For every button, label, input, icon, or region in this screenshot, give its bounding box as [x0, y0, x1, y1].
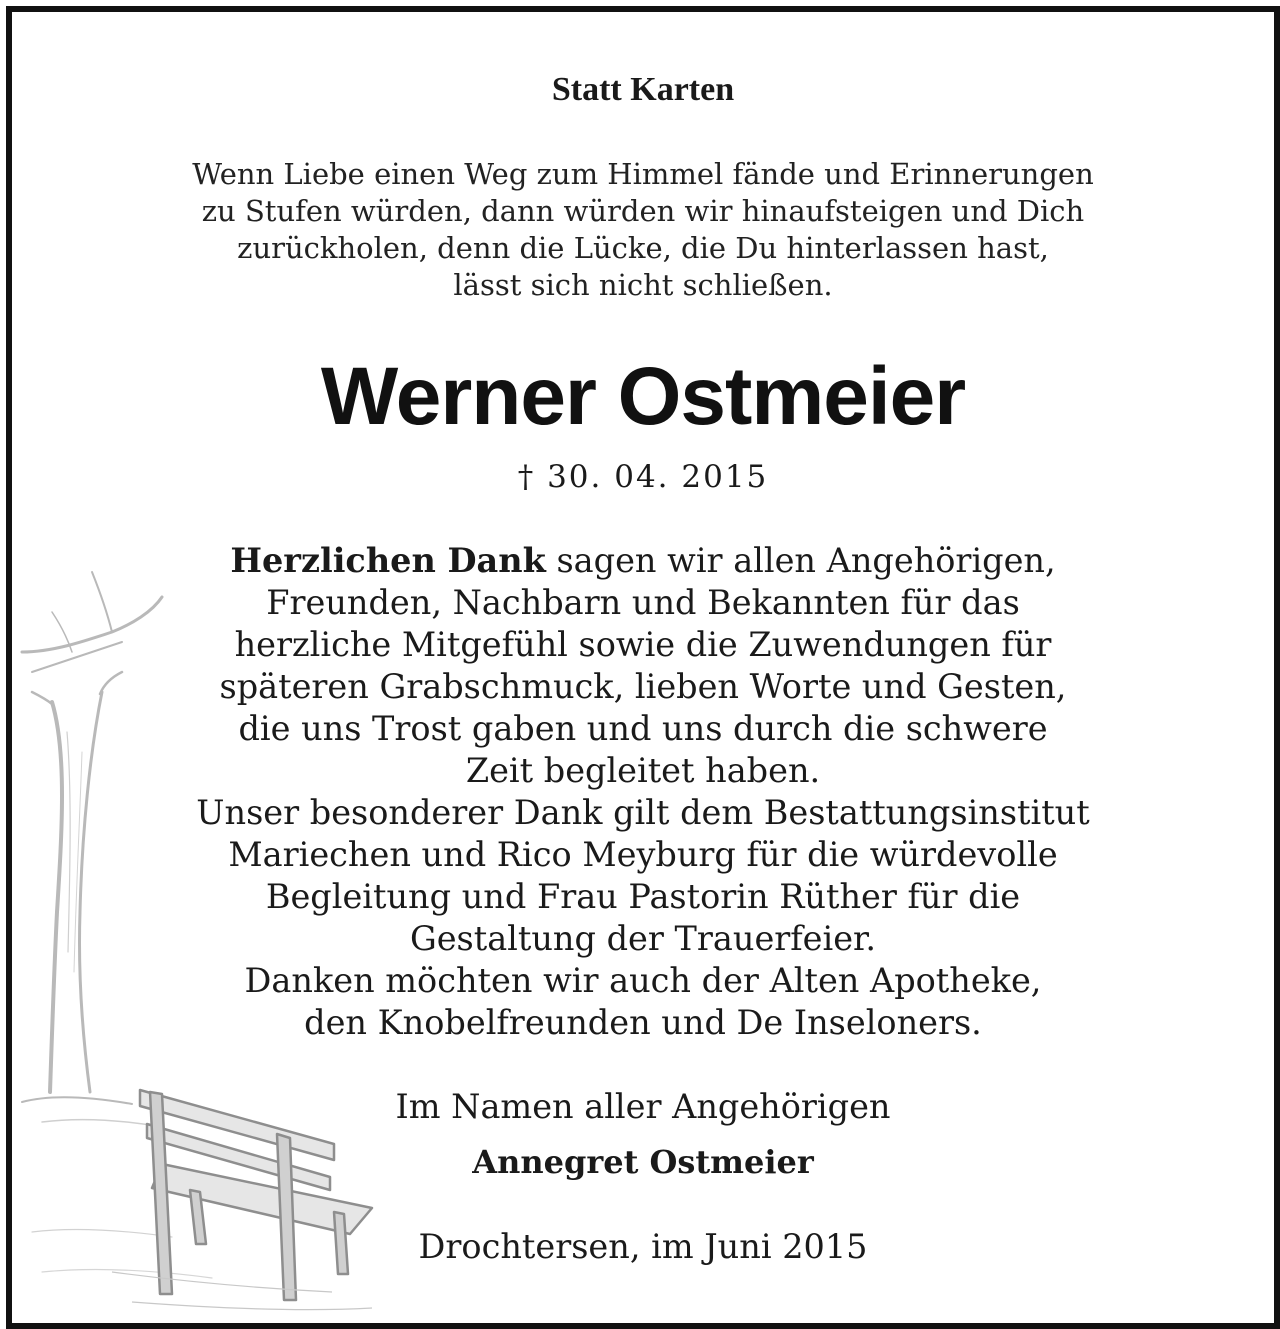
thanks-line: Begleitung und Frau Pastorin Rüther für die: [265, 877, 1021, 916]
motto-line: Wenn Liebe einen Weg zum Himmel fände und Erinnerungen: [192, 157, 1094, 191]
motto-line: zurückholen, denn die Lücke, die Du hinterlassen hast,: [237, 231, 1049, 265]
signature-intro: Im Namen aller Angehörigen: [395, 1087, 891, 1126]
thanks-line: Unser besonderer Dank gilt dem Bestattungsinstitut: [196, 793, 1090, 832]
place-date: Drochtersen, im Juni 2015: [418, 1227, 868, 1266]
thanks-line: herzliche Mitgefühl sowie die Zuwendungen für: [234, 625, 1052, 664]
thanks-text: [12, 540, 1274, 1044]
thanks-line: späteren Grabschmuck, lieben Worte und Gesten,: [219, 667, 1067, 706]
obituary-card: [6, 6, 1280, 1329]
signature-name: Annegret Ostmeier: [472, 1143, 814, 1181]
motto-line: lässt sich nicht schließen.: [453, 268, 833, 302]
motto-quote: [12, 156, 1274, 304]
thanks-line: den Knobelfreunden und De Inseloners.: [304, 1003, 982, 1042]
death-date: † 30. 04. 2015: [517, 459, 769, 495]
thanks-line: Danken möchten wir auch der Alten Apotheke,: [244, 961, 1042, 1000]
thanks-line: die uns Trost gaben und uns durch die schwere: [238, 709, 1048, 748]
thanks-first-line-rest: sagen wir allen Angehörigen,: [545, 541, 1056, 580]
header-title: Statt Karten: [551, 71, 735, 108]
thanks-line: Freunden, Nachbarn und Bekannten für das: [266, 583, 1020, 622]
deceased-name: Werner Ostmeier: [320, 351, 966, 442]
thanks-bold-lead: Herzlichen Dank: [230, 541, 546, 580]
thanks-line: Zeit begleitet haben.: [465, 751, 821, 790]
thanks-line: Gestaltung der Trauerfeier.: [409, 919, 877, 958]
thanks-line: Mariechen und Rico Meyburg für die würdevolle: [228, 835, 1058, 874]
thanks-line: [12, 540, 1274, 582]
motto-line: zu Stufen würden, dann würden wir hinaufsteigen und Dich: [201, 194, 1085, 228]
